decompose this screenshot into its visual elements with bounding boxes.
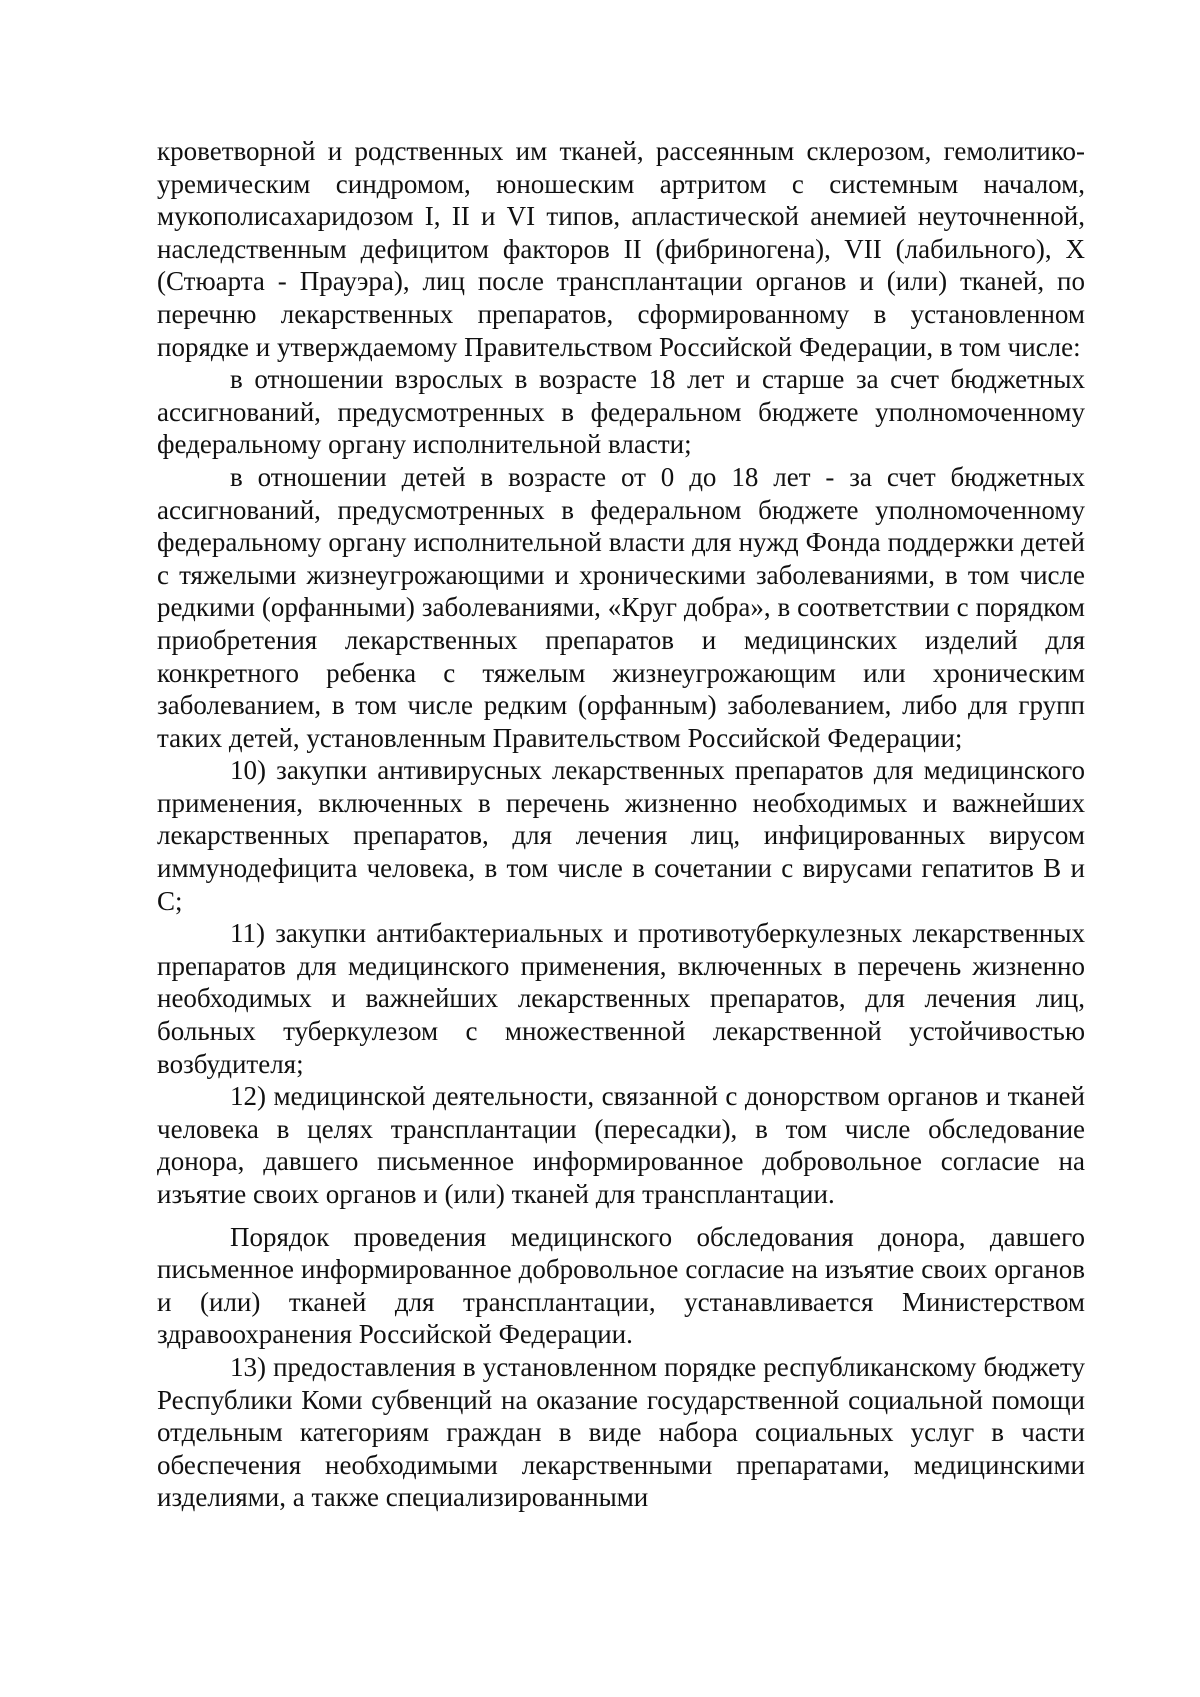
paragraph-item-13: 13) предоставления в установленном порядке республиканскому бюджету Республики Коми субвенций на оказание государственной социальной помощи отдельным категориям граждан в виде набора социальных услуг в части обеспечения необходимыми лекарственными препаратами, медицинскими изделиями, а также специализированными: [157, 1351, 1085, 1513]
paragraph-item-12: 12) медицинской деятельности, связанной с донорством органов и тканей человека в целях трансплантации (пересадки), в том числе обследование донора, давшего письменное информированное добровольное согласие на изъятие своих органов и (или) тканей для трансплантации.: [157, 1081, 1085, 1209]
paragraph-item-10: 10) закупки антивирусных лекарственных препаратов для медицинского применения, включенных в перечень жизненно необходимых и важнейших лекарственных препаратов, для лечения лиц, инфицированных вирусом иммунодефицита человека, в том числе в сочетании с вирусами гепатитов B и C;: [157, 755, 1085, 916]
paragraph-adults: в отношении взрослых в возрасте 18 лет и старше за счет бюджетных ассигнований, предусмотренных в федеральном бюджете уполномоченному федеральному органу исполнительной власти;: [157, 364, 1085, 460]
paragraph-donor-procedure: Порядок проведения медицинского обследования донора, давшего письменное информированное добровольное согласие на изъятие своих органов и (или) тканей для трансплантации, устанавливается Министерством здравоохранения Российской Федерации.: [157, 1221, 1085, 1350]
document-page: [157, 135, 1085, 1514]
paragraph-children: в отношении детей в возрасте от 0 до 18 лет - за счет бюджетных ассигнований, предусмотренных в федеральном бюджете уполномоченному федеральному органу исполнительной власти для нужд Фонда поддержки детей с тяжелыми жизнеугрожающими и хроническими заболеваниями, в том числе редкими (орфанными) заболеваниями, «Круг добра», в соответствии с порядком приобретения лекарственных препаратов и медицинских изделий для конкретного ребенка с тяжелым жизнеугрожающим или хроническим заболеванием, в том числе редким (орфанным) заболеванием, либо для групп таких детей, установленным Правительством Российской Федерации;: [157, 461, 1085, 753]
paragraph-continuation: кроветворной и родственных им тканей, рассеянным склерозом, гемолитико-уремическим синдромом, юношеским артритом с системным началом, мукополисахаридозом I, II и VI типов, апластической анемией неуточненной, наследственным дефицитом факторов II (фибриногена), VII (лабильного), X (Стюарта - Прауэра), лиц после трансплантации органов и (или) тканей, по перечню лекарственных препаратов, сформированному в установленном порядке и утверждаемому Правительством Российской Федерации, в том числе:: [157, 136, 1085, 362]
paragraph-item-11: 11) закупки антибактериальных и противотуберкулезных лекарственных препаратов для медицинского применения, включенных в перечень жизненно необходимых и важнейших лекарственных препаратов, для лечения лиц, больных туберкулезом с множественной лекарственной устойчивостью возбудителя;: [157, 918, 1085, 1079]
